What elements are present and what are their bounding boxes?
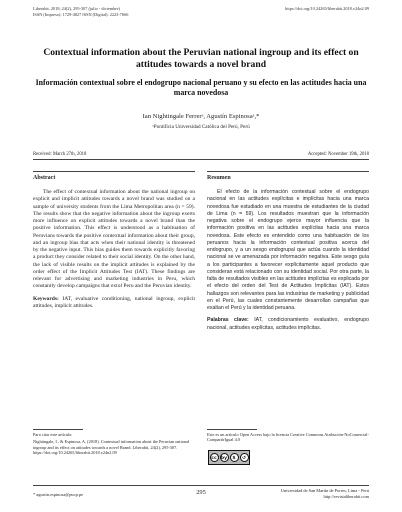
resumen-body [207, 189, 369, 332]
sa-icon: ↺ [240, 453, 249, 462]
footer-rule [33, 485, 369, 486]
license-footnote: Este es un artículo Open Access bajo la licencia Creative Commons Atribución-NoComercial-CompartirIgual 4.0 [207, 432, 369, 443]
abstract-body [33, 189, 195, 310]
creative-commons-badge[interactable] [208, 450, 250, 465]
resumen-heading: Resumen [207, 175, 231, 181]
page-number: 295 [196, 489, 206, 496]
footnote-rule [207, 429, 257, 430]
palabras-clave-label: Palabras clave: [207, 317, 249, 324]
resumen-text: El efecto de la información contextual sobre el endogrupo nacional en las actitudes explícitas e implícitas hacia una marca novedosa fue estudiado en una muestra de estudiantes de la ciudad de Lima (n = 59). Los resultados muestran que la información negativa sobre el endogrupo ejerce mayor influencia que la información positiva en las actitudes explícitas hacia una marca novedosa. Este efecto es entendido como una habituación de los peruanos hacia la información contextual positiva acerca del endogrupo, y a un sesgo endogrupal que actúa cuando la identidad nacional se ve amenazada por información negativa. Este sesgo guía a los participantes a favorecer explícitamente aquel producto que consideran está relacionado con su identidad social. Por otra parte, la falta de resultados visibles en las actitudes implícitas es explicada por el efecto del orden del Test de Actitudes Implícitas (IAT). Estos hallazgos son relevantes para las industrias de marketing y publicidad en el Perú, las cuales constantemente desarrollan campañas que exaltan el Perú y la identidad peruana. [207, 189, 369, 311]
authors: Ian Nightingale Ferrerᵃ, Agustín Espinosaᵃ,* [142, 113, 260, 120]
by-icon: by [220, 453, 229, 462]
journal-issue-line: Liberabit, 2018, 24(2), 295-307 (julio - diciembre) [33, 6, 120, 11]
footnote-rule [33, 429, 83, 430]
column-rule [33, 171, 195, 172]
keywords-label: Keywords: [33, 295, 59, 302]
cc-icon: cc [210, 453, 219, 462]
abstract-keywords [33, 296, 195, 311]
title-spanish: Información contextual sobre el endogrupo nacional peruano y su efecto en las actitudes hacia una marca novedosa [35, 78, 367, 97]
column-rule [207, 171, 369, 172]
nc-icon: $ [230, 453, 239, 462]
citation-footnote [33, 432, 195, 456]
affiliation: ᵃPontificia Universidad Católica del Perú, Perú [152, 124, 250, 130]
divider [33, 159, 369, 160]
palabras-clave-text: IAT, condicionamiento evaluativo, endogrupo nacional, actitudes explícitas, actitudes implícitas. [207, 317, 369, 331]
university-name: Universidad de San Martín de Porres, Lima - Perú [280, 488, 369, 493]
resumen-keywords [207, 317, 369, 332]
abstract-heading: Abstract [33, 175, 56, 181]
journal-url[interactable]: http://revistaliberabit.com [323, 493, 369, 499]
corresponding-email[interactable]: * agustin.espinosa@pucp.pe [33, 492, 84, 497]
title-english: Contextual information about the Peruvian national ingroup and its effect on attitudes towards a novel brand [43, 47, 359, 70]
received-date: Received: March 27th, 2018 [33, 152, 87, 157]
doi-header[interactable]: https://doi.org/10.24265/liberabit.2018.v24n2.09 [285, 6, 369, 11]
citation-text: Nightingale, I., & Espinosa, A. (2018). Contextual information about the Peruvian national ingroup and its effect on attitudes towards a novel Brand. Liberabit, 24(2), 295-307. https://doi.org/10.24265/liberabit.2018.v24n2.09 [33, 439, 190, 456]
citation-label: Para citar este artículo: [33, 432, 73, 437]
abstract-text: The effect of contextual information about the national ingroup on explicit and implicit attitudes towards a novel brand was studied on a sample of university students from the Lima Metropolitan area (n = 59). The results show that the negative information about the ingroup exerts more influence on explicit attitudes towards a novel brand than the positive information. This effect is understood as a habituation of Peruvians towards the positive contextual information about their group, and an ingroup bias that acts when their national identity is threatened by the negative input. This bias guides them towards explicitly favoring a product they consider related to their social identity. On the other hand, the lack of visible results on the implicit attitudes is explained by the order effect of the Implicit Attitudes Test (IAT). These findings are relevant for advertising and marketing industries in Peru, which constantly develop campaigns that extol Peru and the Peruvian identity. [33, 189, 195, 290]
university-info [281, 488, 369, 499]
issn-line: ISSN (Impreso): 1729-4827 ISSN (Digital): 2223-7666 [33, 11, 129, 17]
journal-header-left [33, 6, 128, 17]
accepted-date: Accepted: November 19th, 2018 [307, 152, 369, 157]
keywords-text: IAT, evaluative conditioning, national ingroup, explicit attitudes, implicit attitudes. [33, 295, 195, 309]
